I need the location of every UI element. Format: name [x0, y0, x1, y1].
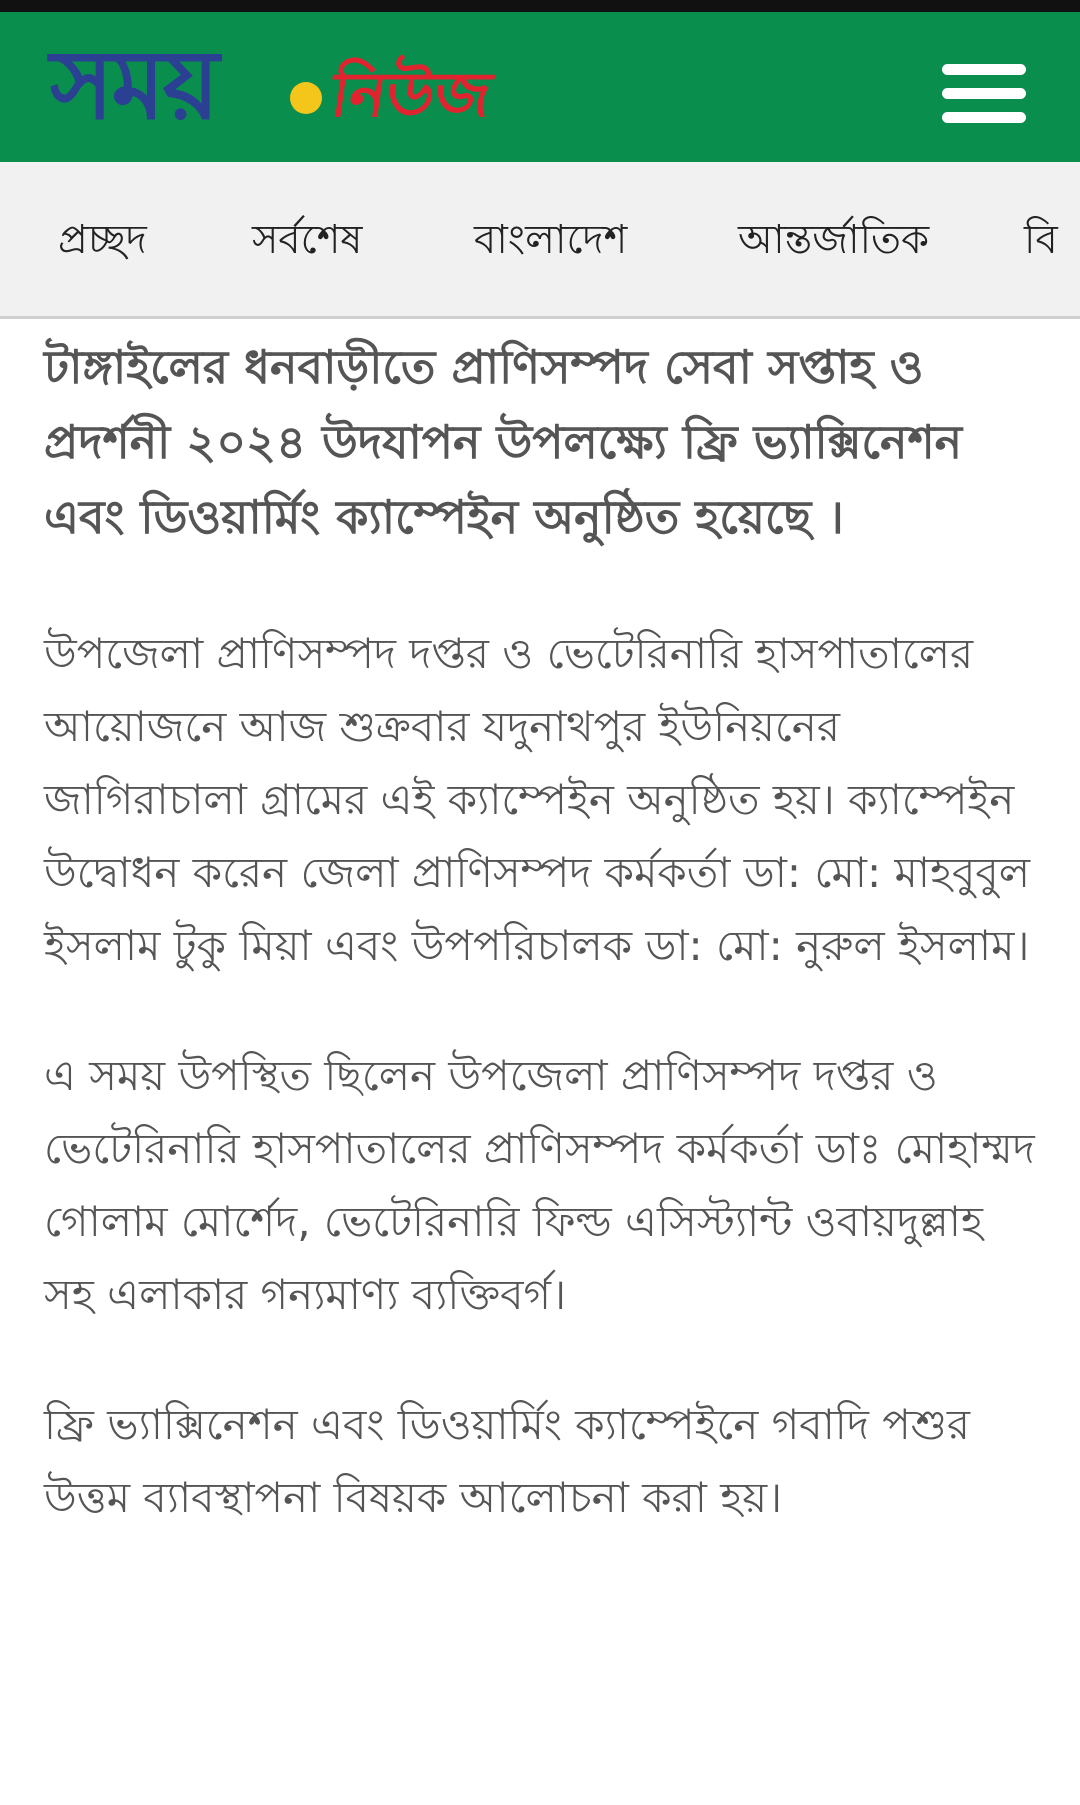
- site-logo[interactable]: [50, 28, 510, 146]
- logo-main-text: সময়: [50, 28, 218, 141]
- article-paragraph: এ সময় উপস্থিত ছিলেন উপজেলা প্রাণিসম্পদ দপ্তর ও ভেটেরিনারি হাসপাতালের প্রাণিসম্পদ কর্মকর্তা ডাঃ মোহাম্মদ গোলাম মোর্শেদ, ভেটেরিনারি ফিল্ড এসিস্ট্যান্ট ওবায়দুল্লাহ সহ এলাকার গন্যমাণ্য ব্যক্তিবর্গ।: [44, 1051, 1035, 1319]
- nav-item-home[interactable]: প্রচ্ছদ: [58, 217, 147, 263]
- menu-bar: [942, 112, 1026, 123]
- nav-item-truncated[interactable]: বি: [1024, 217, 1058, 263]
- nav-item-bangladesh[interactable]: বাংলাদেশ: [474, 217, 628, 263]
- article-headline: টাঙ্গাইলের ধনবাড়ীতে প্রাণিসম্পদ সেবা সপ্তাহ ও প্রদর্শনী ২০২৪ উদযাপন উপলক্ষ্যে ফ্রি ভ্যাক্সিনেশন এবং ডিওয়ার্মিং ক্যাম্পেইন অনুষ্ঠিত হয়েছে ।: [44, 340, 963, 544]
- menu-bar: [942, 88, 1026, 99]
- status-bar: [0, 0, 1080, 12]
- site-header: [0, 12, 1080, 162]
- article-paragraph: ফ্রি ভ্যাক্সিনেশন এবং ডিওয়ার্মিং ক্যাম্পেইনে গবাদি পশুর উত্তম ব্যাবস্থাপনা বিষয়ক আলোচনা করা হয়।: [44, 1400, 971, 1522]
- logo-sub-text: নিউজ: [326, 58, 496, 131]
- article-body: [44, 330, 1039, 1534]
- hamburger-menu-icon[interactable]: [936, 58, 1032, 130]
- menu-bar: [942, 64, 1026, 75]
- logo-dot: [290, 82, 322, 114]
- article-paragraph: উপজেলা প্রাণিসম্পদ দপ্তর ও ভেটেরিনারি হাসপাতালের আয়োজনে আজ শুক্রবার যদুনাথপুর ইউনিয়নের জাগিরাচালা গ্রামের এই ক্যাম্পেইন অনুষ্ঠিত হয়। ক্যাম্পেইন উদ্বোধন করেন জেলা প্রাণিসম্পদ কর্মকর্তা ডা: মো: মাহবুবুল ইসলাম টুকু মিয়া এবং উপপরিচালক ডা: মো: নুরুল ইসলাম।: [44, 629, 1031, 970]
- nav-item-international[interactable]: আন্তর্জাতিক: [738, 217, 930, 263]
- nav-item-latest[interactable]: সর্বশেষ: [252, 217, 363, 263]
- category-nav: [0, 162, 1080, 319]
